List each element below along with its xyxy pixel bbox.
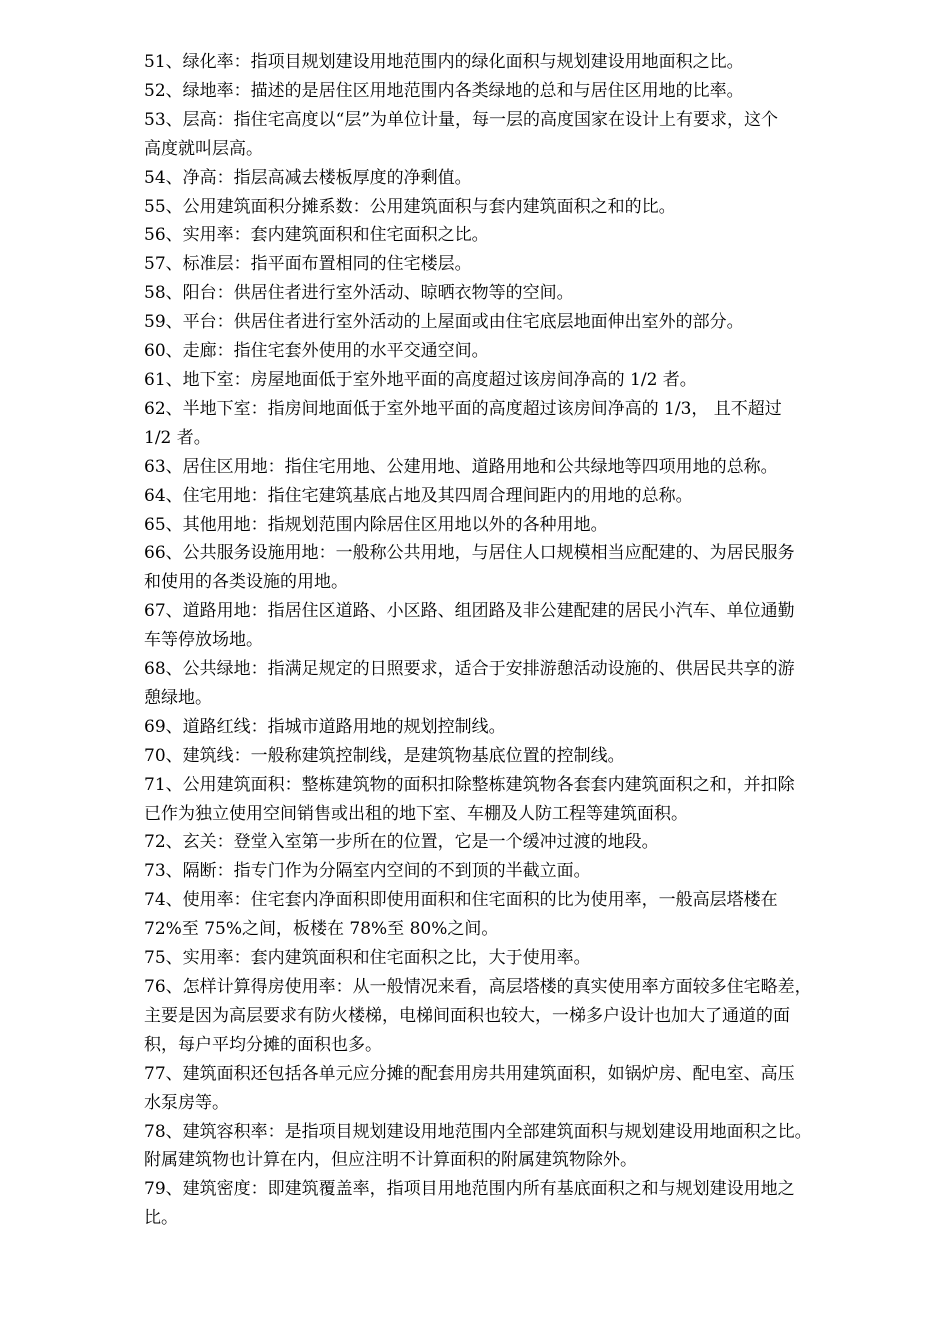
definition-entry <box>144 366 884 395</box>
definition-text-line: 56、实用率：套内建筑面积和住宅面积之比。 <box>144 225 489 246</box>
definition-text-line: 61、地下室：房屋地面低于室外地平面的高度超过该房间净高的 1/2 者。 <box>144 369 697 390</box>
definition-text-line: 59、平台：供居住者进行室外活动的上屋面或由住宅底层地面伸出室外的部分。 <box>144 312 744 333</box>
definition-text-line: 73、隔断：指专门作为分隔室内空间的不到顶的半截立面。 <box>144 861 591 882</box>
definition-text-line: 77、建筑面积还包括各单元应分摊的配套用房共用建筑面积，如锅炉房、配电室、高压 <box>144 1063 795 1084</box>
definition-entry <box>144 164 884 193</box>
definition-text-line: 74、使用率：住宅套内净面积即使用面积和住宅面积的比为使用率，一般高层塔楼在 <box>144 890 778 911</box>
definition-entry <box>144 597 884 655</box>
definition-text-line: 高度就叫层高。 <box>144 138 263 159</box>
definition-text-line: 比。 <box>144 1208 178 1229</box>
definition-entry <box>144 713 884 742</box>
definition-text-line: 已作为独立使用空间销售或出租的地下室、车棚及人防工程等建筑面积。 <box>144 803 688 824</box>
definition-text-line: 65、其他用地：指规划范围内除居住区用地以外的各种用地。 <box>144 514 608 535</box>
definition-text-line: 72、玄关：登堂入室第一步所在的位置，它是一个缓冲过渡的地段。 <box>144 832 659 853</box>
definition-text-line: 79、建筑密度：即建筑覆盖率，指项目用地范围内所有基底面积之和与规划建设用地之 <box>144 1179 795 1200</box>
definition-entry <box>144 193 884 222</box>
definition-text-line: 水泵房等。 <box>144 1092 229 1113</box>
definition-entry <box>144 482 884 511</box>
definition-text-line: 52、绿地率：描述的是居住区用地范围内各类绿地的总和与居住区用地的比率。 <box>144 80 744 101</box>
definition-text-line: 70、建筑线：一般称建筑控制线，是建筑物基底位置的控制线。 <box>144 745 625 766</box>
definition-entry <box>144 250 884 279</box>
definition-text-line: 53、层高：指住宅高度以“层”为单位计量，每一层的高度国家在设计上有要求，这个 <box>144 109 779 130</box>
definition-text-line: 67、道路用地：指居住区道路、小区路、组团路及非公建配建的居民小汽车、单位通勤 <box>144 601 795 622</box>
definition-entry <box>144 395 884 453</box>
definition-entry <box>144 539 884 597</box>
definition-text-line: 60、走廊：指住宅套外使用的水平交通空间。 <box>144 341 489 362</box>
definition-entry <box>144 308 884 337</box>
definition-entry <box>144 828 884 857</box>
definition-text-line: 54、净高：指层高减去楼板厚度的净剩值。 <box>144 167 472 188</box>
definition-entry <box>144 279 884 308</box>
definition-text-line: 63、居住区用地：指住宅用地、公建用地、道路用地和公共绿地等四项用地的总称。 <box>144 456 778 477</box>
definition-text-line: 车等停放场地。 <box>144 630 263 651</box>
definition-text-line: 和使用的各类设施的用地。 <box>144 572 348 593</box>
definition-text-line: 主要是因为高层要求有防火楼梯，电梯间面积也较大，一梯多户设计也加大了通道的面 <box>144 1005 790 1026</box>
definition-text-line: 76、怎样计算得房使用率：从一般情况来看，高层塔楼的真实使用率方面较多住宅略差， <box>144 977 812 997</box>
definition-entry <box>144 655 884 713</box>
definition-entry <box>144 944 884 973</box>
definition-entry <box>144 742 884 771</box>
definition-entry <box>144 1175 884 1233</box>
definition-text-line: 75、实用率：套内建筑面积和住宅面积之比，大于使用率。 <box>144 948 591 969</box>
definition-entry <box>144 77 884 106</box>
definition-entry <box>144 106 884 164</box>
definition-entry <box>144 221 884 250</box>
definition-entry <box>144 453 884 482</box>
definition-entry <box>144 1060 884 1118</box>
definition-entry <box>144 886 884 944</box>
definition-text-line: 68、公共绿地：指满足规定的日照要求，适合于安排游憩活动设施的、供居民共享的游 <box>144 659 795 680</box>
definition-text-line: 积，每户平均分摊的面积也多。 <box>144 1034 382 1055</box>
definition-text-line: 憩绿地。 <box>144 687 212 708</box>
definition-text-line: 72%至 75%之间，板楼在 78%至 80%之间。 <box>144 919 499 940</box>
definition-text-line: 55、公用建筑面积分摊系数：公用建筑面积与套内建筑面积之和的比。 <box>144 196 676 217</box>
definition-entry <box>144 973 884 1060</box>
definition-entry <box>144 48 884 77</box>
definition-text-line: 57、标准层：指平面布置相同的住宅楼层。 <box>144 254 472 275</box>
definition-entry <box>144 511 884 540</box>
definition-text-line: 66、公共服务设施用地：一般称公共用地，与居住人口规模相当应配建的、为居民服务 <box>144 543 795 564</box>
definition-text-line: 71、公用建筑面积：整栋建筑物的面积扣除整栋建筑物各套套内建筑面积之和，并扣除 <box>144 774 795 795</box>
definition-entry <box>144 857 884 886</box>
definition-entry <box>144 337 884 366</box>
document-page <box>144 48 884 1233</box>
definition-text-line: 附属建筑物也计算在内，但应注明不计算面积的附属建筑物除外。 <box>144 1150 637 1171</box>
definition-text-line: 58、阳台：供居住者进行室外活动、晾晒衣物等的空间。 <box>144 283 574 304</box>
definition-entry <box>144 771 884 829</box>
definition-text-line: 1/2 者。 <box>144 427 211 448</box>
definition-entry <box>144 1118 884 1176</box>
definition-text-line: 69、道路红线：指城市道路用地的规划控制线。 <box>144 716 506 737</box>
definition-text-line: 78、建筑容积率：是指项目规划建设用地范围内全部建筑面积与规划建设用地面积之比。 <box>144 1121 812 1142</box>
definition-text-line: 62、半地下室：指房间地面低于室外地平面的高度超过该房间净高的 1/3， 且不超过 <box>144 398 782 419</box>
definition-text-line: 51、绿化率：指项目规划建设用地范围内的绿化面积与规划建设用地面积之比。 <box>144 52 744 72</box>
definition-text-line: 64、住宅用地：指住宅建筑基底占地及其四周合理间距内的用地的总称。 <box>144 485 693 506</box>
